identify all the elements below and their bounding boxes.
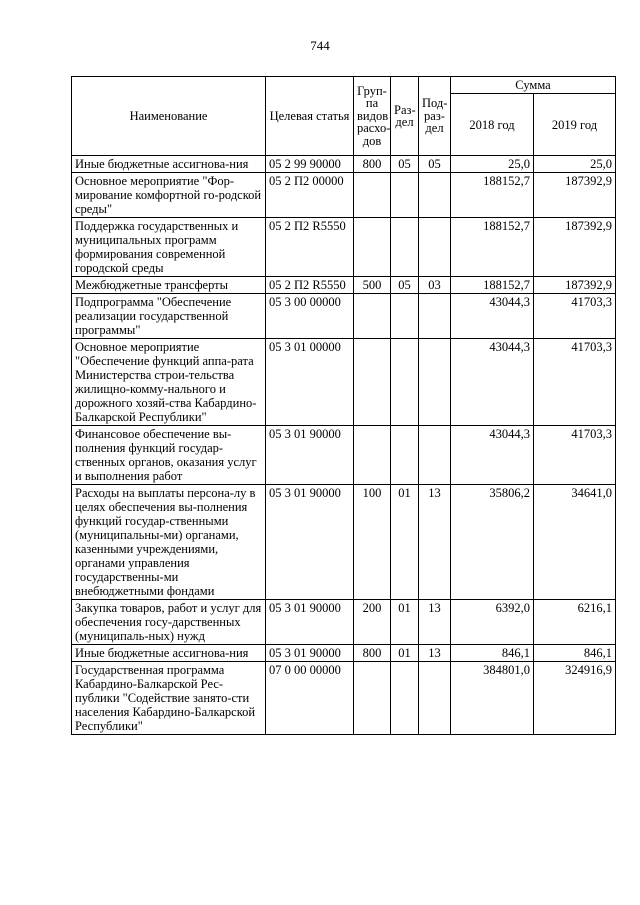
- row-subsection: [419, 339, 451, 426]
- row-target-code: 07 0 00 00000: [266, 662, 354, 735]
- row-group: 200: [354, 600, 391, 645]
- row-subsection: [419, 294, 451, 339]
- row-subsection: 03: [419, 277, 451, 294]
- row-name: Поддержка государственных и муниципальных программ формирования современной городской среды: [72, 218, 266, 277]
- row-target-code: 05 2 П2 00000: [266, 173, 354, 218]
- row-section: [391, 426, 419, 485]
- table-row: [72, 294, 616, 339]
- row-sum-2019: 846,1: [534, 645, 616, 662]
- row-section: [391, 662, 419, 735]
- row-sum-2018: 188152,7: [451, 218, 534, 277]
- row-name: Основное мероприятие "Обеспечение функций аппа-рата Министерства строи-тельства жилищно-комму-нального и дорожного хозяй-ства Кабардино-Балкарской Республики": [72, 339, 266, 426]
- row-name: Расходы на выплаты персона-лу в целях обеспечения вы-полнения функций государ-ственными (муниципальны-ми) органами, казенными учреждениями, органами управления государственны-ми внебюджетными фондами: [72, 485, 266, 600]
- table-row: [72, 485, 616, 600]
- row-group: [354, 294, 391, 339]
- row-sum-2018: 43044,3: [451, 339, 534, 426]
- row-subsection: [419, 173, 451, 218]
- table-row: [72, 645, 616, 662]
- row-group: 800: [354, 156, 391, 173]
- row-name: Иные бюджетные ассигнова-ния: [72, 645, 266, 662]
- row-section: [391, 218, 419, 277]
- table-row: [72, 600, 616, 645]
- row-target-code: 05 3 00 00000: [266, 294, 354, 339]
- row-sum-2019: 187392,9: [534, 173, 616, 218]
- row-sum-2018: 43044,3: [451, 294, 534, 339]
- table-body: [72, 156, 616, 735]
- row-group: 500: [354, 277, 391, 294]
- row-name: Закупка товаров, работ и услуг для обеспечения госу-дарственных (муниципаль-ных) нужд: [72, 600, 266, 645]
- row-target-code: 05 2 99 90000: [266, 156, 354, 173]
- row-section: 01: [391, 645, 419, 662]
- table-row: [72, 156, 616, 173]
- row-section: 05: [391, 156, 419, 173]
- header-target: Целевая статья: [266, 77, 354, 156]
- row-sum-2019: 187392,9: [534, 277, 616, 294]
- row-section: [391, 339, 419, 426]
- row-group: [354, 662, 391, 735]
- row-section: [391, 173, 419, 218]
- row-sum-2018: 188152,7: [451, 277, 534, 294]
- row-name: Подпрограмма "Обеспечение реализации государственной программы": [72, 294, 266, 339]
- row-sum-2019: 41703,3: [534, 426, 616, 485]
- row-section: 01: [391, 485, 419, 600]
- row-subsection: [419, 426, 451, 485]
- header-subsection: Под-раз-дел: [419, 77, 451, 156]
- row-subsection: [419, 662, 451, 735]
- row-sum-2019: 187392,9: [534, 218, 616, 277]
- header-section: Раз-дел: [391, 77, 419, 156]
- row-target-code: 05 3 01 00000: [266, 339, 354, 426]
- table-row: [72, 173, 616, 218]
- row-group: [354, 426, 391, 485]
- row-name: Финансовое обеспечение вы-полнения функций государ-ственных органов, оказания услуг и выполнения работ: [72, 426, 266, 485]
- row-section: [391, 294, 419, 339]
- row-subsection: 13: [419, 645, 451, 662]
- row-sum-2019: 34641,0: [534, 485, 616, 600]
- row-target-code: 05 3 01 90000: [266, 485, 354, 600]
- header-sum: Сумма: [451, 77, 616, 94]
- table-row: [72, 277, 616, 294]
- row-target-code: 05 3 01 90000: [266, 426, 354, 485]
- row-target-code: 05 3 01 90000: [266, 600, 354, 645]
- row-sum-2018: 35806,2: [451, 485, 534, 600]
- budget-table: [71, 76, 616, 735]
- row-sum-2018: 384801,0: [451, 662, 534, 735]
- row-sum-2019: 6216,1: [534, 600, 616, 645]
- header-2019: 2019 год: [534, 94, 616, 156]
- row-subsection: 13: [419, 485, 451, 600]
- row-target-code: 05 2 П2 R5550: [266, 277, 354, 294]
- row-group: 100: [354, 485, 391, 600]
- row-target-code: 05 3 01 90000: [266, 645, 354, 662]
- table-row: [72, 339, 616, 426]
- table-row: [72, 218, 616, 277]
- row-sum-2018: 6392,0: [451, 600, 534, 645]
- row-sum-2018: 43044,3: [451, 426, 534, 485]
- row-group: [354, 218, 391, 277]
- table-row: [72, 426, 616, 485]
- row-name: Межбюджетные трансферты: [72, 277, 266, 294]
- table-row: [72, 662, 616, 735]
- row-section: 05: [391, 277, 419, 294]
- row-subsection: [419, 218, 451, 277]
- row-subsection: 13: [419, 600, 451, 645]
- row-group: [354, 173, 391, 218]
- row-sum-2019: 324916,9: [534, 662, 616, 735]
- row-name: Основное мероприятие "Фор-мирование комфортной го-родской среды": [72, 173, 266, 218]
- row-target-code: 05 2 П2 R5550: [266, 218, 354, 277]
- row-group: 800: [354, 645, 391, 662]
- header-2018: 2018 год: [451, 94, 534, 156]
- row-name: Государственная программа Кабардино-Балкарской Рес-публики "Содействие занято-сти населения Кабардино-Балкарской Республики": [72, 662, 266, 735]
- row-sum-2018: 188152,7: [451, 173, 534, 218]
- row-sum-2018: 846,1: [451, 645, 534, 662]
- header-name: Наименование: [72, 77, 266, 156]
- row-sum-2018: 25,0: [451, 156, 534, 173]
- header-group: Груп-па видов расхо-дов: [354, 77, 391, 156]
- row-name: Иные бюджетные ассигнова-ния: [72, 156, 266, 173]
- row-subsection: 05: [419, 156, 451, 173]
- row-sum-2019: 25,0: [534, 156, 616, 173]
- row-group: [354, 339, 391, 426]
- row-sum-2019: 41703,3: [534, 339, 616, 426]
- row-section: 01: [391, 600, 419, 645]
- page-number: 744: [310, 38, 330, 53]
- row-sum-2019: 41703,3: [534, 294, 616, 339]
